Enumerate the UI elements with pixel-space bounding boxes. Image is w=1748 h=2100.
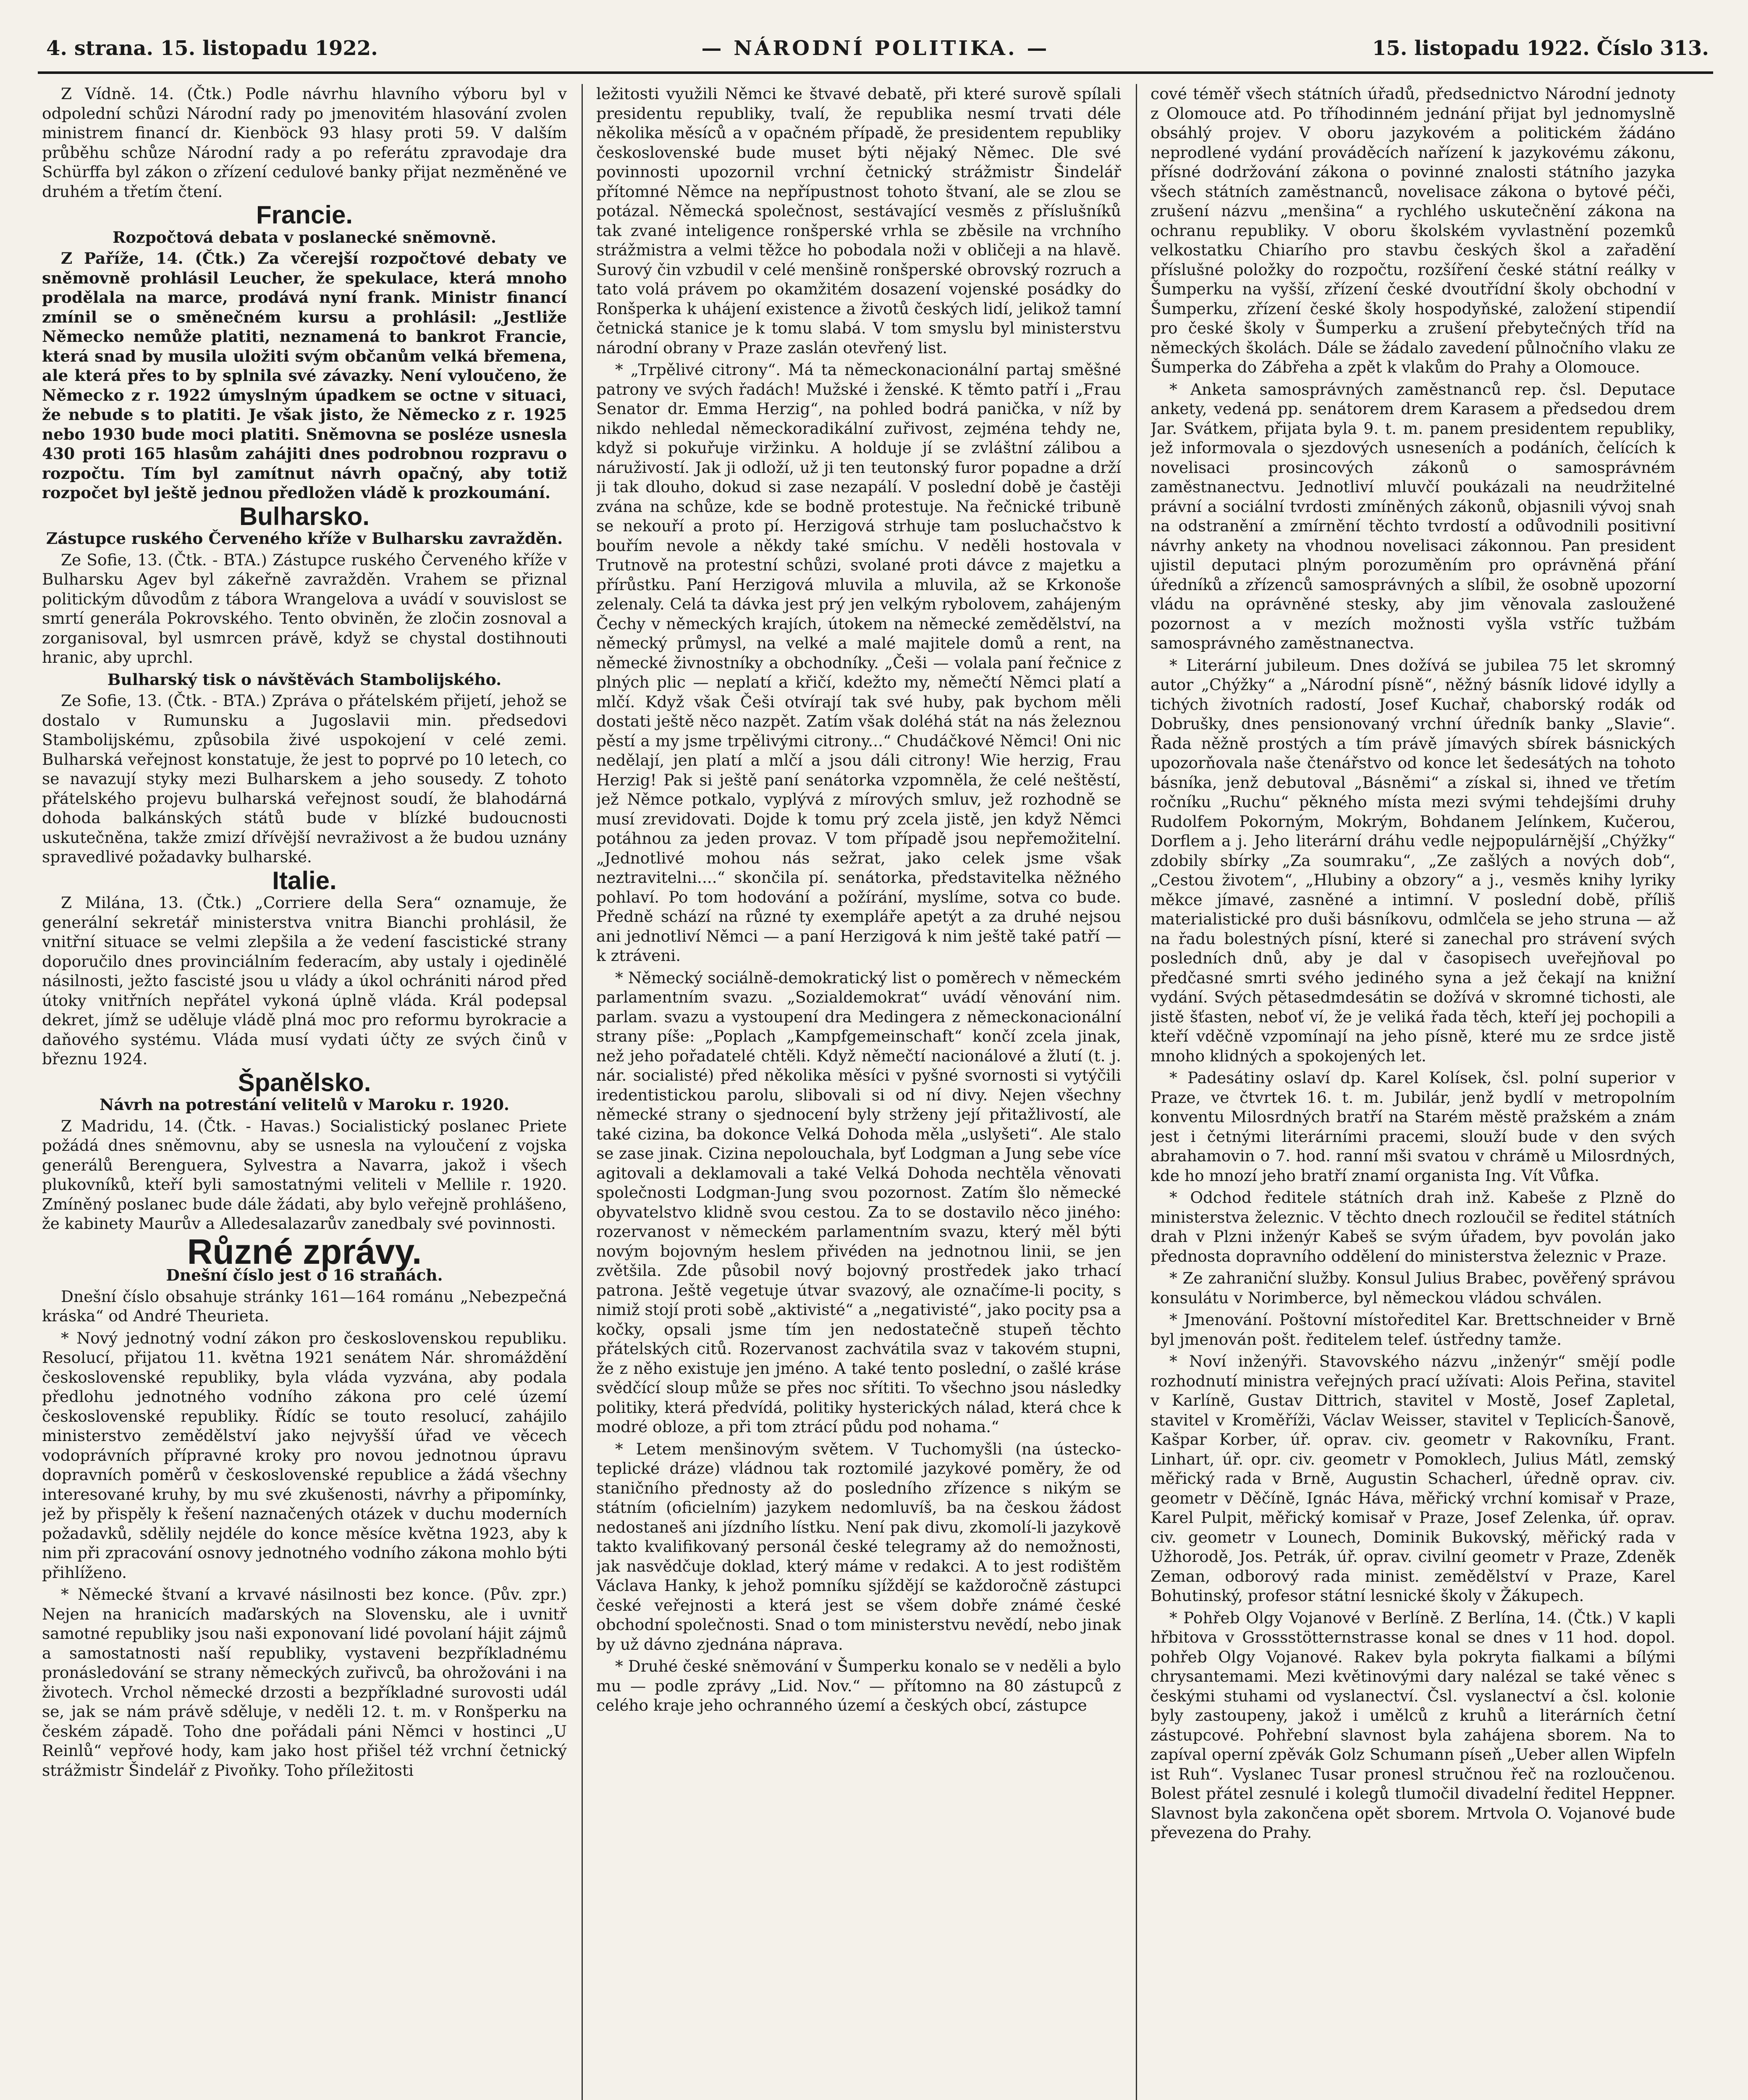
article-misc-1: Dnešní číslo obsahuje stránky 161—164 románu „Nebezpečná kráska“ od André Theurieta. (42, 1287, 567, 1325)
newspaper-page (38, 29, 1713, 2100)
article-zahranicni-sluzba: * Ze zahraniční služby. Konsul Julius Brabec, pověřený správou konsulátu v Norimberce, byl německou vládou schválen. (1150, 1269, 1675, 1307)
article-misc-2: * Nový jednotný vodní zákon pro československou republiku. Resolucí, přijatou 11. května 1921 senátem Nár. shromáždění československé republiky, byla vláda vyzvána, aby podala předlohu jednotného vodního zákona pro celé území československé republiky. Řídíc se touto resolucí, zahájilo ministerstvo zemědělství jako nejvyšší úřad ve věcech vodoprávních přípravné kroky pro novou jednotnou úpravu dopravních poměrů v československé republice a žádá všechny interesované kruhy, by mu své zkušenosti, návrhy a připomínky, jež by přispěly k řešení naznačených otázek v duchu moderních požadavků, sdělily nejdéle do konce měsíce května 1923, aby k nim při zpracování osnovy jednotného vodního zákona mohlo býti přihlíženo. (42, 1328, 567, 1582)
subheading-spain: Návrh na potrestání velitelů v Maroku r. 1920. (100, 1095, 509, 1114)
column-3 (1150, 84, 1675, 2100)
article-misc-3: * Německé štvaní a krvavé násilnosti bez konce. (Pův. zpr.) Nejen na hranicích maďarských na Slovensku, ale i uvnitř samotné republiky jsou naši exponovaní lidé povolaní hájit zájmů a samostatnosti naší republiky, vystaveni bezpříkladnému pronásledování se strany německých zuřivců, ba ohrožováni i na životech. Vrchol německé drzosti a bezpříkladné surovosti udál se, jak se nám právě sděluje, v neděli 12. t. m. v Ronšperku na českém západě. Toho dne pořádali páni Němci v hostinci „U Reinlů“ vepřové hody, kam jako host přišel též vrchní četnický strážmistr Šindelář z Pivoňky. Toho příležitosti (42, 1585, 567, 1780)
article-literarni-jubileum: * Literární jubileum. Dnes dožívá se jubilea 75 let skromný autor „Chýžky“ a „Národní písně“, něžný básník lidové idylly a tichých životních radostí, Josef Kuchař, chaborský rodák od Dobrušky, dnes pensionovaný vrchní úředník banky „Slavie“. Řada něžně prostých a tím právě jímavých sbírek básnických upozorňovala naše čtenářstvo od konce let šedesátých na tohoto básníka, jenž debutoval „Básněmi“ a získal si, ihned ve třetím ročníku „Ruchu“ pěkného místa mezi svými tehdejšími druhy Rudolfem Pokorným, Mokrým, Bohdanem Jelínkem, Kučerou, Dorflem a j. Jeho literární dráhu vedle nejpopulárnější „Chýžky“ zdobily sbírky „Za soumraku“, „Ze zašlých a nových dob“, „Cestou životem“, „Hlubiny a obzory“ a j., vesměs knihy lyriky měkce jímavé, zasněné a intimní. V poslední době, příliš materialistické pro duši básníkovu, odmlčela se jeho struna — až na řadu bolestných písní, které si zanechal pro strávení svých posledních dnů, aby je dal v časopisech uveřejňoval po předčasné smrti svého jediného syna a jež čekají na knižní vydání. Svých pětasedmdesátin se dožívá v skromné tichosti, ale jistě šťasten, neboť ví, že je veliká řada těch, kteří jej pochopili a kteří vděčně vzpomínají na jeho písně, které mu ze srdce jistě mnoho klidných a spokojených let. (1150, 656, 1675, 1065)
column-divider (1136, 84, 1137, 2100)
article-sumperk: * Druhé české sněmování v Šumperku konalo se v neděli a bylo mu — podle zprávy „Lid. Nov.“ — přítomno na 80 zástupců z celého kraje jeho ochranného území a českých obcí, zástupce (596, 1657, 1121, 1714)
article-france: Z Paříže, 14. (Čtk.) Za včerejší rozpočtové debaty ve sněmovně prohlásil Leucher, že spekulace, která mnoho prodělala na marce, prodává nyní frank. Ministr financí zmínil se o směnečném kursu a prohlásil: „Jestliže Německo nemůže platiti, neznamená to bankrot Francie, která snad by musila uložiti svým občanům velká břemena, ale která přes to by splnila své závazky. Není vyloučeno, že Německo z r. 1922 úmyslným úpadkem se octne v situaci, že nebude s to platiti. Je však jisto, že Německo z r. 1925 nebo 1930 bude moci platiti. Sněmovna se posléze usnesla 430 proti 165 hlasům zahájiti dnes podrobnou rozpravu o rozpočtu. Tím byl zamítnut návrh opačný, aby totiž rozpočet byl ještě jednou předložen vládě k prozkoumání. (42, 249, 567, 502)
article-novi-inzenyri: * Noví inženýři. Stavovského názvu „inženýr“ smějí podle rozhodnutí ministra veřejných prací užívati: Alois Peřina, stavitel v Karlíně, Gustav Dittrich, stavitel v Mostě, Josef Zapletal, stavitel v Kroměříži, Václav Weisser, stavitel v Teplicích-Šanově, Kašpar Korber, úř. oprav. civ. geometr v Rakovníku, Frant. Linhart, úř. opr. civ. geometr v Pomoklech, Julius Mátl, zemský měřický rada v Brně, Augustin Schacherl, úředně oprav. civ. geometr v Děčíně, Ignác Háva, měřický vrchní komisař v Praze, Karel Pulpit, měřický komisař v Praze, Josef Zelenka, úř. oprav. civ. geometr v Lounech, Dominik Bukovský, měřický rada v Užhorodě, Jos. Petrák, úř. oprav. civilní geometr v Praze, Zdeněk Zeman, odborový rada minist. zemědělství v Praze, Karel Bohutinský, profesor státní lesnické školy v Žákupech. (1150, 1352, 1675, 1605)
article-vienna: Z Vídně. 14. (Čtk.) Podle návrhu hlavního výboru byl v odpolední schůzi Národní rady po jmenovitém hlasování zvolen ministrem financí dr. Kienböck 93 hlasy proti 59. V dalším průběhu schůze Národní rady a po referátu zpravodaje dra Schürffa byl zákon o zřízení cedulové banky přijat nezměněné ve druhém a třetím čtení. (42, 84, 567, 201)
subheading-misc: Dnešní číslo jest o 16 stranách. (166, 1266, 443, 1284)
header-left-date: 4. strana. 15. listopadu 1922. (46, 37, 378, 60)
article-jmenovani: * Jmenování. Poštovní místoředitel Kar. Brettschneider v Brně byl jmenován pošt. ředitelem telef. ústředny tamže. (1150, 1310, 1675, 1349)
article-sumperk-cont: cové téměř všech státních úřadů, předsednictvo Národní jednoty z Olomouce atd. Po tříhodinném jednání přijat byl jednomyslně obsáhlý projev. V oboru jazykovém a politickém žádáno neprodlené vydání prováděcích nařízení k jazykovému zákonu, přísné dodržování zákona o povinné znalosti státního jazyka všech státních zaměstnanců, novelisace zákona o bytové péči, zrušení názvu „menšina“ a rychlého uskutečnění zákona na ochranu republiky. V oboru školském vyvlastnění pozemků velkostatku Chiarího pro stavbu českých škol a zařadění příslušné položky do rozpočtu, rozšíření české státní reálky v Šumperku na vyšší, zřízení české dvoutřídní školy obchodní v Šumperku, zřízení české školy hospodyňské, založení stipendií pro české školy v Šumperku a zrušení přebytečných tříd na německých školách. Dále se žádalo zavedení půlnočního vlaku ze Šumperka do Zábřeha a zpět k vlakům do Prahy a Olomouce. (1150, 84, 1675, 376)
newspaper-title: — NÁRODNÍ POLITIKA. — (701, 37, 1050, 60)
section-heading-italy: Italie. (272, 866, 337, 895)
article-citrony: * „Trpělivé citrony“. Má ta německonacionální partaj směšné patrony ve svých řadách! Mužské i ženské. K těmto patří i „Frau Senator dr. Emma Herzig“, na pohled bodrá panička, v níž by nikdo nehledal německoradikální zuřivost, zejména tehdy ne, když si pokuřuje viržinku. A holduje jí se zvláštní zálibou a náruživostí. Jak ji odloží, už ji ten teutonský furor popadne a drží ji tak dlouho, dokud si zase nezapálí. V poslední době je častěji zvána na schůze, kde se bodně protestuje. Na řečnické tribuně se nekouří a proto pí. Herzigová strhuje tam posluchačstvo k bouřím nevole a někdy také smíchu. V neděli hostovala v Trutnově na protestní schůzi, svolané proti dávce z majetku a přírůstku. Paní Herzigová mluvila a mluvila, až se Krkonoše zelenaly. Celá ta dávka jest prý jen velkým rybolovem, zahájeným Čechy v německých krajích, útokem na německé zemědělství, na německý průmysl, na velké a malé majitele domů a rent, na německé živnostníky a obchodníky. „Češi — volala paní řečnice z plných plic — neplatí a křičí, kdežto my, němečtí Němci platí a mlčí. Když však Češi otvírají tak své huby, pak bychom měli dostati ještě něco nazpět. Zatím však doléhá stát na nás železnou pěstí a my jsme trpělivými citrony...“ Chudáčkové Němci! Oni nic nedělají, jen platí a mlčí a jsou dáli citrony! Wie herzig, Frau Herzig! Pak si ještě paní senátorka vzpomněla, že celé neštěstí, jež Němce potkalo, vyplývá z mírových smluv, jež rozhodně se musí zrevidovati. Dojde k tomu prý zcela jistě, jen když Němci potáhnou za jeden provaz. V tom případě jsou nepřemožitelní. „Jednotlivé mohou nás sežrat, jako celek jsme však neztravitelni....“ skončila pí. senátorka, představitelka něžného pohlaví. Po tom hodování a požírání, myslíme, sotva co bude. Předně schází na různé ty exempláře apetýt a za druhé nejsou ani jednotliví Němci — a paní Herzigová k nim ještě také patří — k ztráveni. (596, 360, 1121, 965)
article-anketa: * Anketa samosprávných zaměstnanců rep. čsl. Deputace ankety, vedená pp. senátorem drem Karasem a předsedou drem Jar. Svátkem, přijata byla 9. t. m. panem presidentem republiky, jež informovala o sjezdových usneseních a podáních, čelících k novelisaci prosincových zákonů o samosprávném zaměstnanectvu. Jednotliví mluvčí poukázali na neudržitelné právní a sociální tvrdosti zmíněných zákonů, objasnili vývoj snah na odstranění a zmírnění těchto tvrdostí a odůvodnili positivní návrhy ankety na vhodnou novelisaci zákonnou. Pan president ujistil deputaci plným porozuměním pro oprávněná přání úředníků a zřízenců samosprávných a slíbil, že osobně upozorní vládu na oprávněné stesky, aby jim věnovala zasloužené pozornost a v mezích možnosti vyšla vstříc tužbám samosprávného zaměstnanectva. (1150, 380, 1675, 652)
section-heading-spain: Španělsko. (238, 1068, 371, 1097)
subheading-france: Rozpočtová debata v poslanecké sněmovně. (113, 228, 496, 247)
subheading-bulgaria: Zástupce ruského Červeného kříže v Bulharsku zavražděn. (46, 529, 563, 548)
article-ronsperk-cont: ležitosti využili Němci ke štvavé debatě, při které surově spílali presidentu republiky, tvalí, že republika nesmí trvati déle několika měsíců a v opačném případě, že presidentem republiky československé bude muset býti nějaký Němec. Dle své povinnosti upozornil vrchní četnický strážmistr Šindelář přítomné Němce na nepřípustnost tohoto štvaní, ale se zlou se potázal. Německá společnost, sestávající vesměs z příslušníků tak zvané inteligence ronšperské vrhla se zběsile na vrchního strážmistra a velmi těžce ho pobodala noži v obličeji a na hlavě. Surový čin vzbudil v celé menšině ronšperské obrovský rozruch a tato volá právem po okamžitém dosazení vojenské posádky do Ronšperka k uhájení existence a životů českých lidí, jelikož tamní četnická stanice je k tomu slabá. V tom smyslu byl ministerstvu národní obrany v Praze zaslán otevřený list. (596, 84, 1121, 357)
article-kabes: * Odchod ředitele státních drah inž. Kabeše z Plzně do ministerstva železnic. V těchto dnech rozloučil se ředitel státních drah v Plzni inženýr Kabeš se svým úřadem, byv povolán jako přednosta dopravního oddělení do ministerstva železnic v Praze. (1150, 1188, 1675, 1265)
column-2 (596, 84, 1121, 2100)
article-spain: Z Madridu, 14. (Čtk. - Havas.) Socialistický poslanec Priete požádá dnes sněmovnu, aby se usnesla na vyloučení z vojska generálů Berenguera, Sylvestra a Navarra, jakož i všech plukovníků, kteří byli samostatnými veliteli v Mellile r. 1920. Zmíněný poslanec bude dále žádati, aby bylo veřejně prohlášeno, že kabinety Maurův a Alledesalazarův zanedbaly své povinnosti. (42, 1116, 567, 1233)
article-socdem-list: * Německý sociálně-demokratický list o poměrech v německém parlamentním svazu. „Sozialdemokrat“ uvádí věnování nim. parlam. svazu a vystoupení dra Medingera z německonacionální strany píše: „Poplach „Kampfgemeinschaft“ končí zcela jinak, než jeho pořadatelé chtěli. Když němečtí nacionálové a žlutí (t. j. nár. socialisté) před několika měsíci v pyšné svornosti si vytýčili iredentistickou parolu, slibovali si od ní divy. Nejen všechny německé strany o sjednocení byly strženy její přitažlivostí, ale také cizina, ba dokonce Velká Dohoda měla „uslyšeti“. Ale stalo se zase jinak. Cizina nepolouchala, byť Lodgman a Jung sebe více agitovali a deklamovali a také Velká Dohoda nechtěla věnovati společnosti Lodgman-Jung svou pozornost. Zatím šlo německé obyvatelstvo klidně svou cestou. Za to se dostavilo něco jiného: rozervanost v německém parlamentním svazu, který měl býti novým bojovným heslem přivéden na jednotnou linii, se jen zvětšila. Zde působil nový bojovný prostředek jako trhací patrona. Ještě vegetuje útvar svazový, ale označíme-li pocity, s nimiž stojí proti sobě „aktivisté“ a „negativisté“, jako pocity psa a kočky, opsali jsme tím jen nedostatečně stupeň těchto přátelských citů. Rozervanost zachvátila svaz v takovém stupni, že z něho existuje jen jméno. A také tento poslední, o zašlé kráse svědčící sloup může se přes noc sřítiti. To všechno jsou následky politiky, která předvídá, politiky hysterických nálad, která chce k modré obloze, a při tom ztrácí půdu pod nohama.“ (596, 968, 1121, 1436)
article-padesatiny: * Padesátiny oslaví dp. Karel Kolísek, čsl. polní superior v Praze, ve čtvrtek 16. t. m. Jubilár, jenž bydlí v metropolním konventu Milosrdných bratří na Starém městě pražském a znám jest i četnými literárními pracemi, slouží bude v den svých abrahamovin o 7. hod. ranní mši svatou v chrámě u Milosrdných, kde ho mnozí jeho bratří znamí organista Ing. Vít Vůfka. (1150, 1068, 1675, 1185)
column-divider (582, 84, 583, 2100)
article-bulgaria-1: Ze Sofie, 13. (Čtk. - BTA.) Zástupce ruského Červeného kříže v Bulharsku Agev byl zákeřně zavražděn. Vrahem se přiznal politickým důvodům z tábora Wrangelova a uvádí v souvislost se smrtí generála Pokrovského. Tento obviněn, že zločin zosnoval a zorganisoval, byl usmrcen právě, když se chystal dostihnouti hranic, aby uprchl. (42, 550, 567, 667)
article-mensinovy-svet: * Letem menšinovým světem. V Tuchomyšli (na ústecko-teplické dráze) vládnou tak roztomilé jazykové poměry, že od staničního přednosty až do posledního zřízence s nikým se státním (oficielním) jazykem nedomluvíš, ba na českou žádost nedostaneš ani jízdního lístku. Není pak divu, zkomolí-li jazykově takto kvalifikovaný personál české telegramy až do nemožnosti, jak nasvědčuje doklad, který máme v redakci. A to jest rodištěm Václava Hanky, k jehož pomníku sjíždějí se každoročně zástupci české veřejnosti a která jest se všem dobře známé české obchodní společnosti. Snad o tom ministerstvu nevědí, nebo jinak by už dávno zjednána náprava. (596, 1439, 1121, 1654)
article-bulgaria-2: Ze Sofie, 13. (Čtk. - BTA.) Zpráva o přátelském přijetí, jehož se dostalo v Rumunsku a Jugoslavii min. předsedovi Stambolijskému, způsobila živé uspokojení v celé zemi. Bulharská veřejnost konstatuje, že jest to poprvé po 10 letech, co se navazují styky mezi Bulharskem a jeho sousedy. Z tohoto přátelského projevu bulharská veřejnost soudí, že blahodárná dohoda balkánských států bude v blízké budoucnosti uskutečněna, takže zmizí dřívější nevraživost a že budou uznány spravedlivé požadavky bulharské. (42, 691, 567, 866)
column-1 (42, 84, 567, 2100)
section-heading-bulgaria: Bulharsko. (239, 502, 370, 530)
header-rule (38, 71, 1713, 74)
article-pohreb-vojanove: * Pohřeb Olgy Vojanové v Berlíně. Z Berlína, 14. (Čtk.) V kapli hřbitova v Grossstötternstrasse konal se dnes v 11 hod. dopol. pohřeb Olgy Vojanové. Rakev byla pokryta fialkami a bílými chrysantemami. Mezi květinovými dary nalézal se také věnec s českými stuhami od vyslanectví. Čsl. vyslanectví a čsl. kolonie byly zastoupeny, jakož i umělců z kruhů a literárních četní zástupcové. Pohřební slavnost byla zahájena sborem. Na to zapíval operní zpěvák Golz Schumann píseň „Ueber allen Wipfeln ist Ruh“. Vyslanec Tusar pronesl stručnou řeč na rozloučenou. Bolest přátel zesnulé i kolegů tlumočil divadelní ředitel Heppner. Slavnost byla zakončena opět sborem. Mrtvola O. Vojanové bude převezena do Prahy. (1150, 1608, 1675, 1842)
masthead (38, 29, 1713, 67)
article-italy: Z Milána, 13. (Čtk.) „Corriere della Sera“ oznamuje, že generální sekretář ministerstva vnitra Bianchi prohlásil, že vnitřní situace se velmi zlepšila a že vedení fascistické strany doporučilo dnes provinciálním federacím, aby ustaly i ojedinělé násilnosti, ježto fascisté jsou u vlády a úkol ochrániti národ před útoky vnitřních nepřátel vykoná úplně vláda. Král podepsal dekret, jímž se uděluje vládě plná moc pro reformu byrokracie a daňového systému. Vláda musí vydati účty ze svých činů v březnu 1924. (42, 893, 567, 1068)
subheading-bulgaria-2: Bulharský tisk o návštěvách Stambolijského. (107, 670, 502, 689)
header-right-issue: 15. listopadu 1922. Číslo 313. (1372, 37, 1709, 60)
section-heading-misc: Různé zprávy. (187, 1231, 422, 1271)
section-heading-france: Francie. (256, 201, 353, 229)
